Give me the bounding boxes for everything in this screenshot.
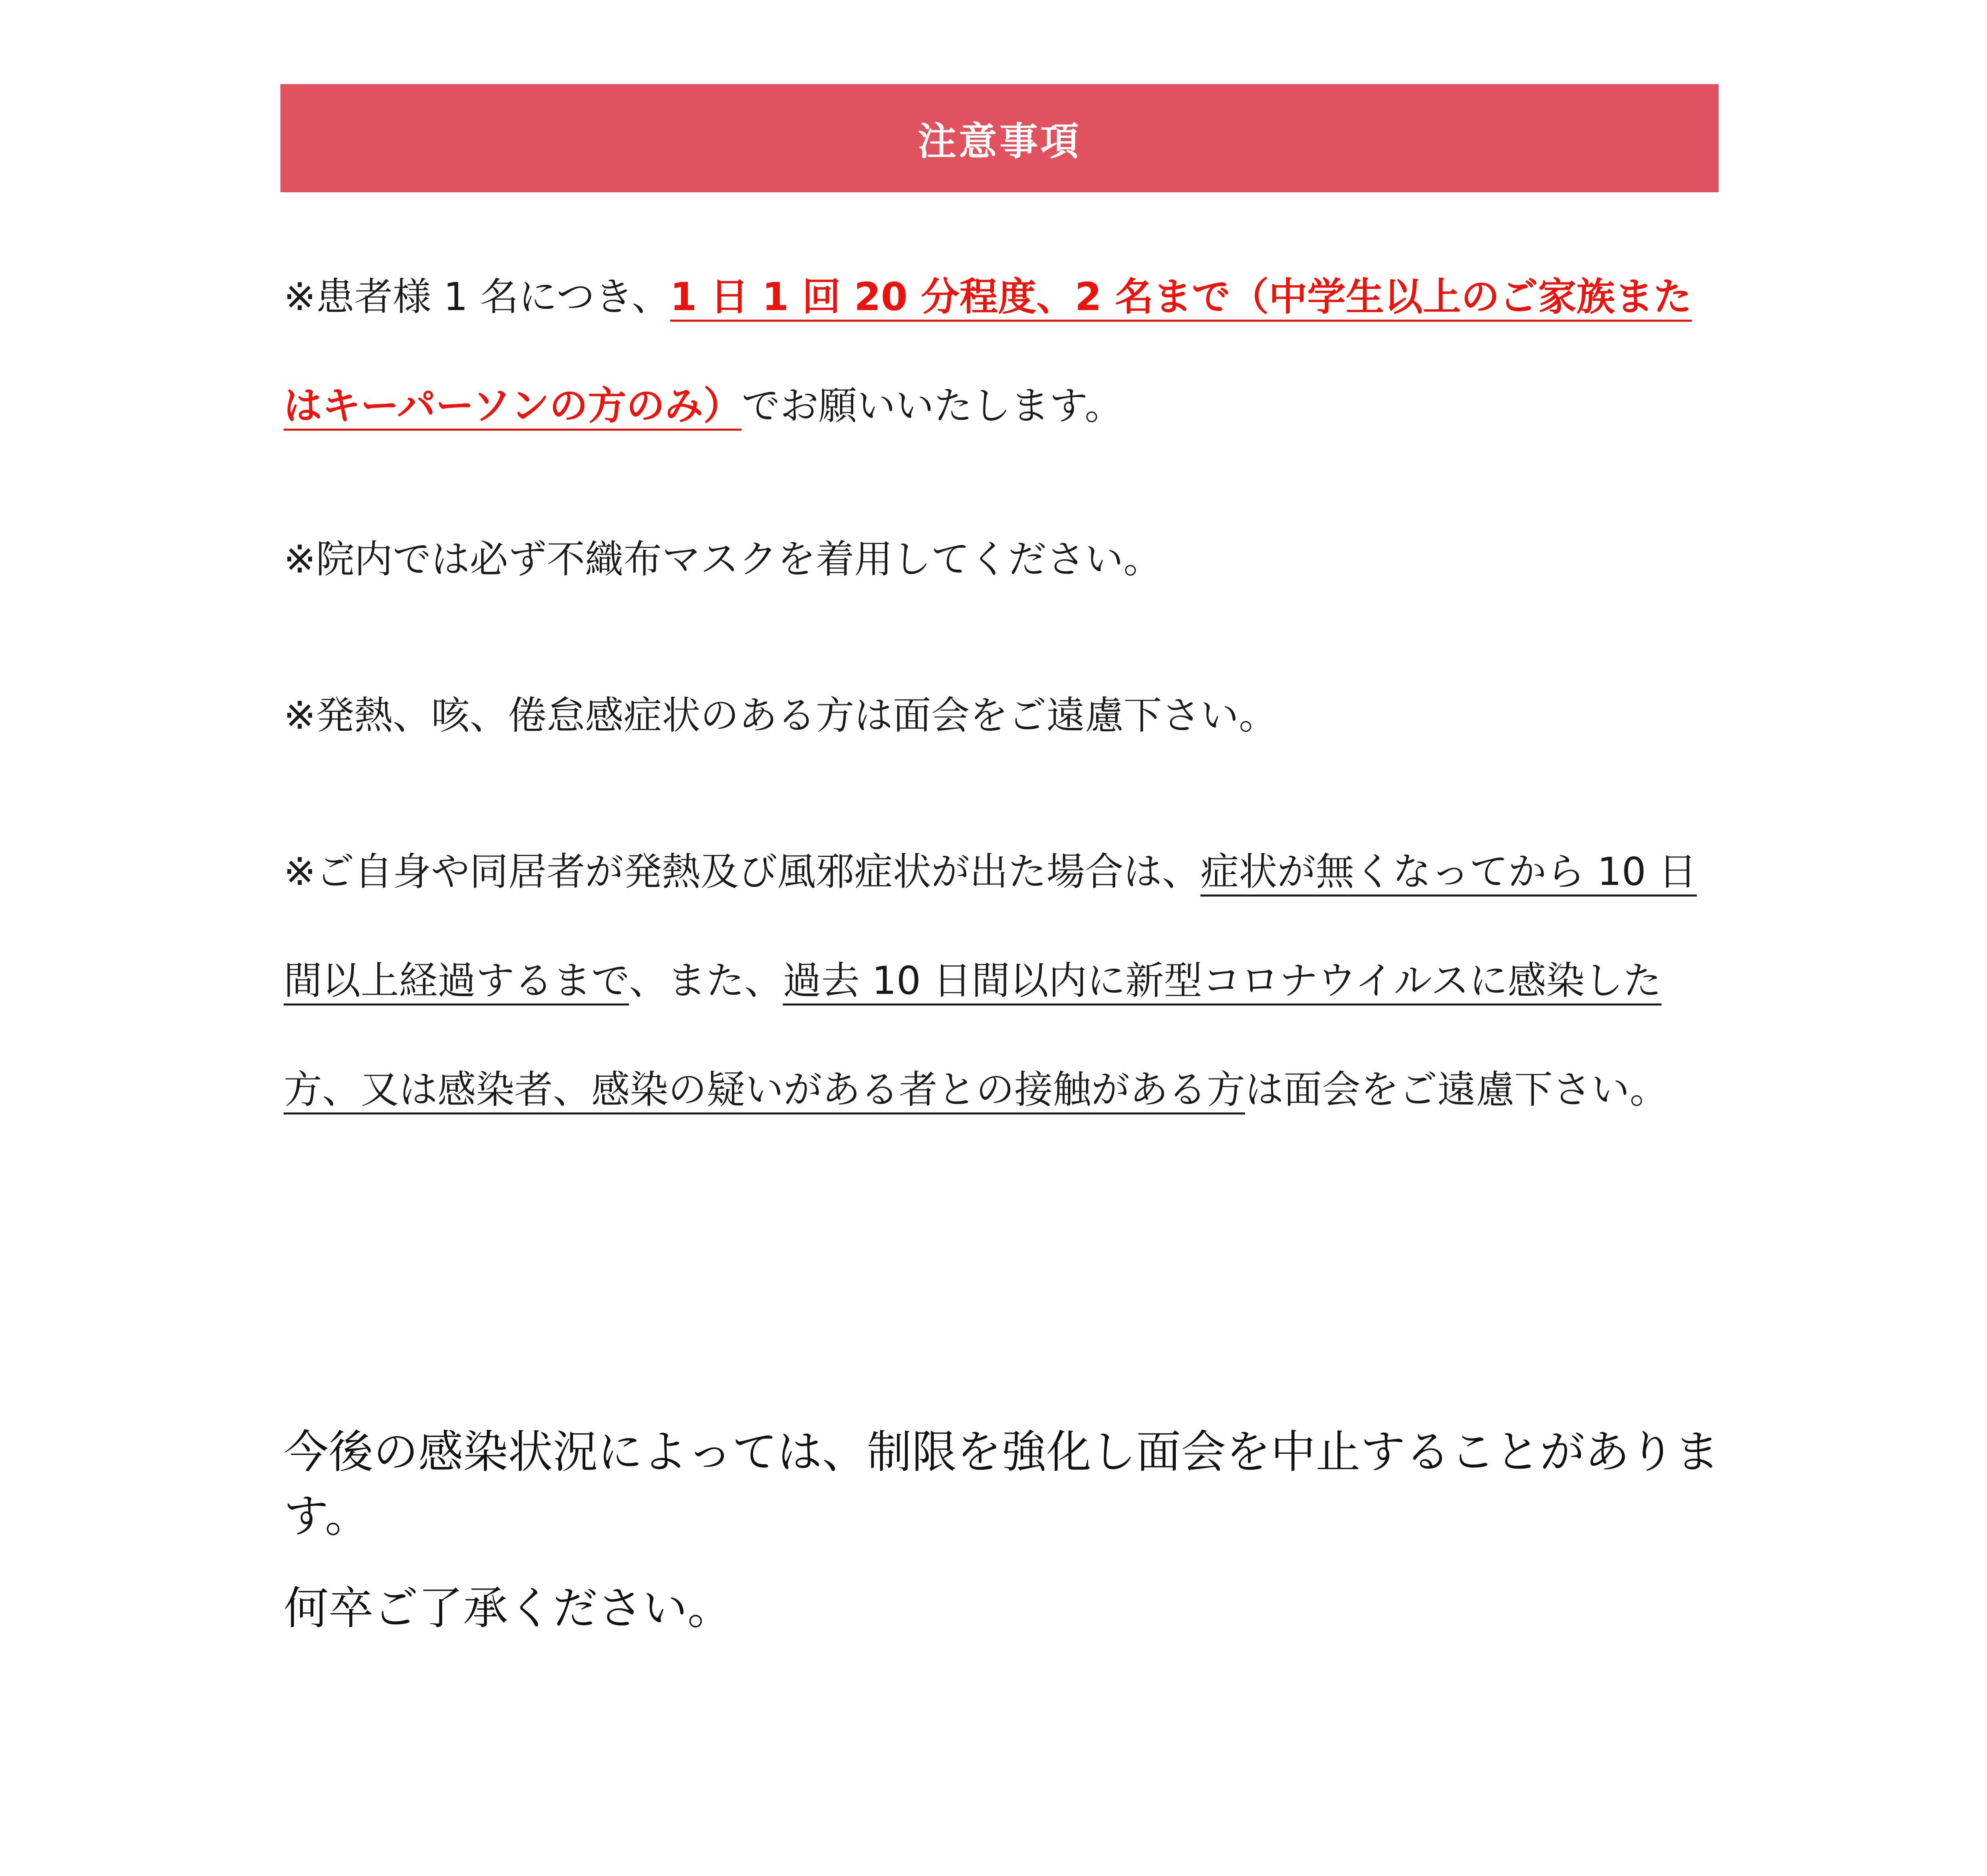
notice-infection-part5: は面会をご遠慮下さい。 — [1245, 1067, 1668, 1112]
notice-visit-limit-prefix: ※患者様 1 名につき、 — [284, 274, 670, 319]
notice-infection-part4: 過去 10 日間以内に新型コロナウイルスに感染した方、又は感染者、感染の疑いがある者との接触がある方 — [284, 958, 1662, 1112]
notice-header-bar — [280, 84, 1719, 192]
notice-infection-part2: 症状が無くなってから 10 日間以上経過するまで — [284, 849, 1697, 1003]
notice-visit-limit-emphasis: 1 日 1 回 20 分程度、2 名まで（中学生以上のご家族またはキーパーソンの方のみ） — [284, 274, 1692, 428]
notice-symptoms: ※発熱、咳、倦怠感症状のある方は面会をご遠慮下さい。 — [284, 693, 1278, 738]
closing-restriction-note: 今後の感染状況によっては、制限を強化し面会を中止することがあります。 — [284, 1426, 1719, 1542]
notice-infection-contact — [284, 817, 1726, 1144]
notice-visit-limit-suffix: でお願いいたします。 — [742, 383, 1123, 428]
page-title: 注意事項 — [918, 119, 1081, 164]
closing-thanks: 何卒ご了承ください。 — [284, 1582, 732, 1634]
notice-infection-part1: ※ご自身や同居者が発熱及び風邪症状が出た場合は、 — [284, 849, 1201, 894]
notice-visit-limit — [284, 242, 1726, 460]
notice-mask: ※院内では必ず不織布マスクを着用してください。 — [284, 537, 1162, 582]
notice-infection-part3: 、また、 — [629, 958, 783, 1003]
